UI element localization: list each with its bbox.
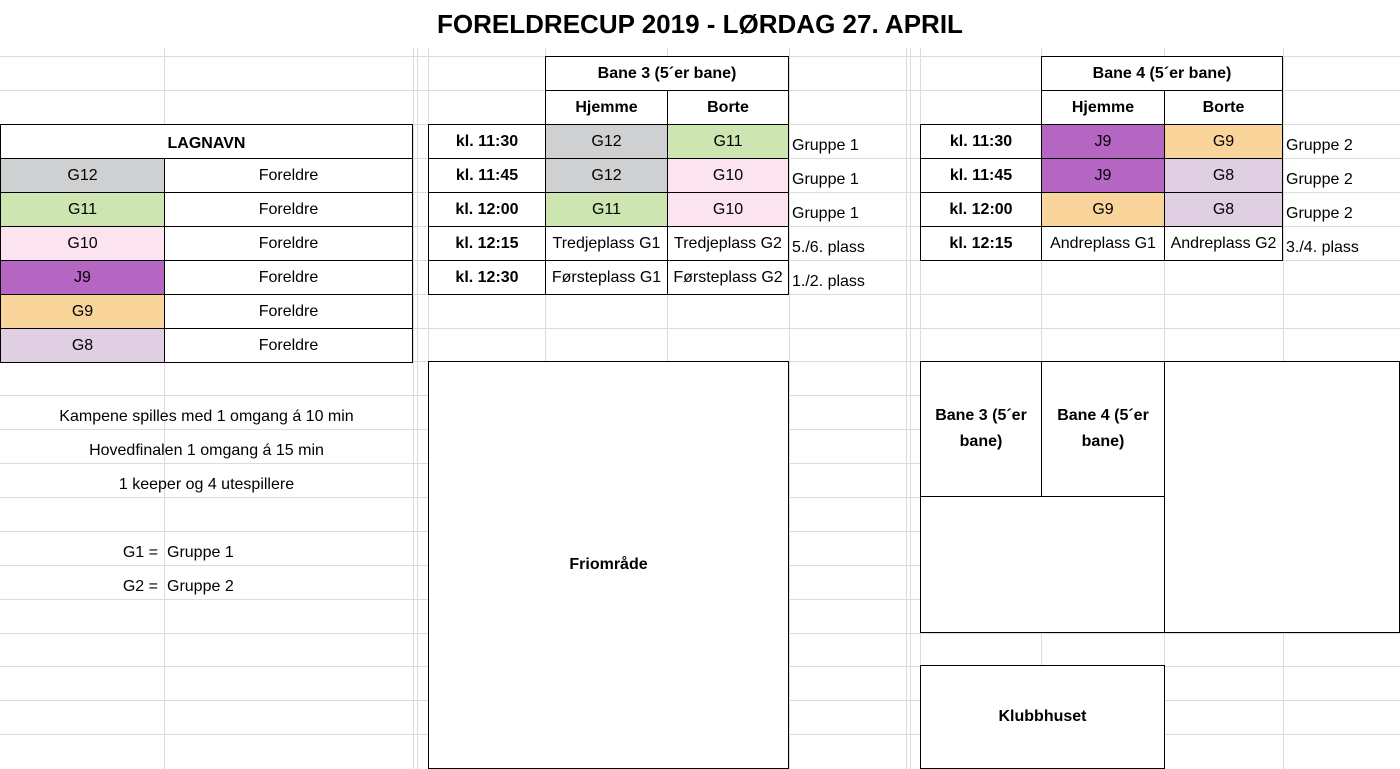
team-name: Foreldre bbox=[164, 260, 413, 295]
team-code: G10 bbox=[0, 226, 165, 261]
match-home: G11 bbox=[545, 192, 668, 227]
team-code: G9 bbox=[0, 294, 165, 329]
match-time: kl. 12:00 bbox=[428, 192, 546, 227]
match-time: kl. 12:00 bbox=[920, 192, 1042, 227]
bane3-title: Bane 3 (5´er bane) bbox=[545, 56, 789, 91]
bane3-away-header: Borte bbox=[667, 90, 789, 125]
bane4-title: Bane 4 (5´er bane) bbox=[1041, 56, 1283, 91]
match-home: G12 bbox=[545, 158, 668, 193]
legend-g2-key: G2 = bbox=[122, 578, 158, 595]
team-name: Foreldre bbox=[164, 328, 413, 363]
bane4-home-header: Hjemme bbox=[1041, 90, 1165, 125]
match-away: Tredjeplass G2 bbox=[667, 226, 789, 261]
match-time: kl. 12:30 bbox=[428, 260, 546, 295]
match-away: G10 bbox=[667, 192, 789, 227]
legend-g2-value: Gruppe 2 bbox=[167, 578, 234, 595]
match-group: Gruppe 2 bbox=[1286, 171, 1353, 188]
team-code: J9 bbox=[0, 260, 165, 295]
match-home: J9 bbox=[1041, 158, 1165, 193]
match-time: kl. 11:45 bbox=[428, 158, 546, 193]
match-time: kl. 12:15 bbox=[920, 226, 1042, 261]
map-klubbhuset: Klubbhuset bbox=[920, 665, 1165, 769]
page-title: FORELDRECUP 2019 - LØRDAG 27. APRIL bbox=[0, 0, 1400, 48]
match-home: J9 bbox=[1041, 124, 1165, 159]
team-code: G8 bbox=[0, 328, 165, 363]
match-time: kl. 12:15 bbox=[428, 226, 546, 261]
note-rules-1: Kampene spilles med 1 omgang á 10 min bbox=[59, 408, 354, 425]
match-away: G10 bbox=[667, 158, 789, 193]
match-home: G12 bbox=[545, 124, 668, 159]
match-away: G9 bbox=[1164, 124, 1283, 159]
bane4-away-header: Borte bbox=[1164, 90, 1283, 125]
legend-g1-value: Gruppe 1 bbox=[167, 544, 234, 561]
match-group: Gruppe 1 bbox=[792, 205, 859, 222]
legend-g1-key: G1 = bbox=[122, 544, 158, 561]
match-home: Tredjeplass G1 bbox=[545, 226, 668, 261]
match-home: G9 bbox=[1041, 192, 1165, 227]
match-away: Førsteplass G2 bbox=[667, 260, 789, 295]
match-away: G11 bbox=[667, 124, 789, 159]
match-away: G8 bbox=[1164, 158, 1283, 193]
map-bane4: Bane 4 (5´er bane) bbox=[1041, 361, 1165, 497]
match-group: Gruppe 1 bbox=[792, 171, 859, 188]
team-code: G11 bbox=[0, 192, 165, 227]
team-code: G12 bbox=[0, 158, 165, 193]
team-name: Foreldre bbox=[164, 158, 413, 193]
match-group: Gruppe 2 bbox=[1286, 205, 1353, 222]
match-home: Førsteplass G1 bbox=[545, 260, 668, 295]
note-rules-3: 1 keeper og 4 utespillere bbox=[118, 476, 295, 493]
match-time: kl. 11:30 bbox=[428, 124, 546, 159]
match-away: G8 bbox=[1164, 192, 1283, 227]
match-group: 5./6. plass bbox=[792, 239, 865, 256]
match-time: kl. 11:45 bbox=[920, 158, 1042, 193]
map-area-right bbox=[1164, 361, 1400, 633]
team-name: Foreldre bbox=[164, 294, 413, 329]
team-name: Foreldre bbox=[164, 226, 413, 261]
bane3-home-header: Hjemme bbox=[545, 90, 668, 125]
match-group: Gruppe 1 bbox=[792, 137, 859, 154]
match-home: Andreplass G1 bbox=[1041, 226, 1165, 261]
map-friomrade: Friområde bbox=[428, 361, 789, 769]
team-name: Foreldre bbox=[164, 192, 413, 227]
note-rules-2: Hovedfinalen 1 omgang á 15 min bbox=[89, 442, 324, 459]
match-away: Andreplass G2 bbox=[1164, 226, 1283, 261]
match-group: Gruppe 2 bbox=[1286, 137, 1353, 154]
teams-header: LAGNAVN bbox=[0, 124, 413, 159]
map-bane3: Bane 3 (5´er bane) bbox=[920, 361, 1042, 497]
match-time: kl. 11:30 bbox=[920, 124, 1042, 159]
match-group: 3./4. plass bbox=[1286, 239, 1359, 256]
match-group: 1./2. plass bbox=[792, 273, 865, 290]
map-area-lower-left bbox=[920, 496, 1165, 633]
